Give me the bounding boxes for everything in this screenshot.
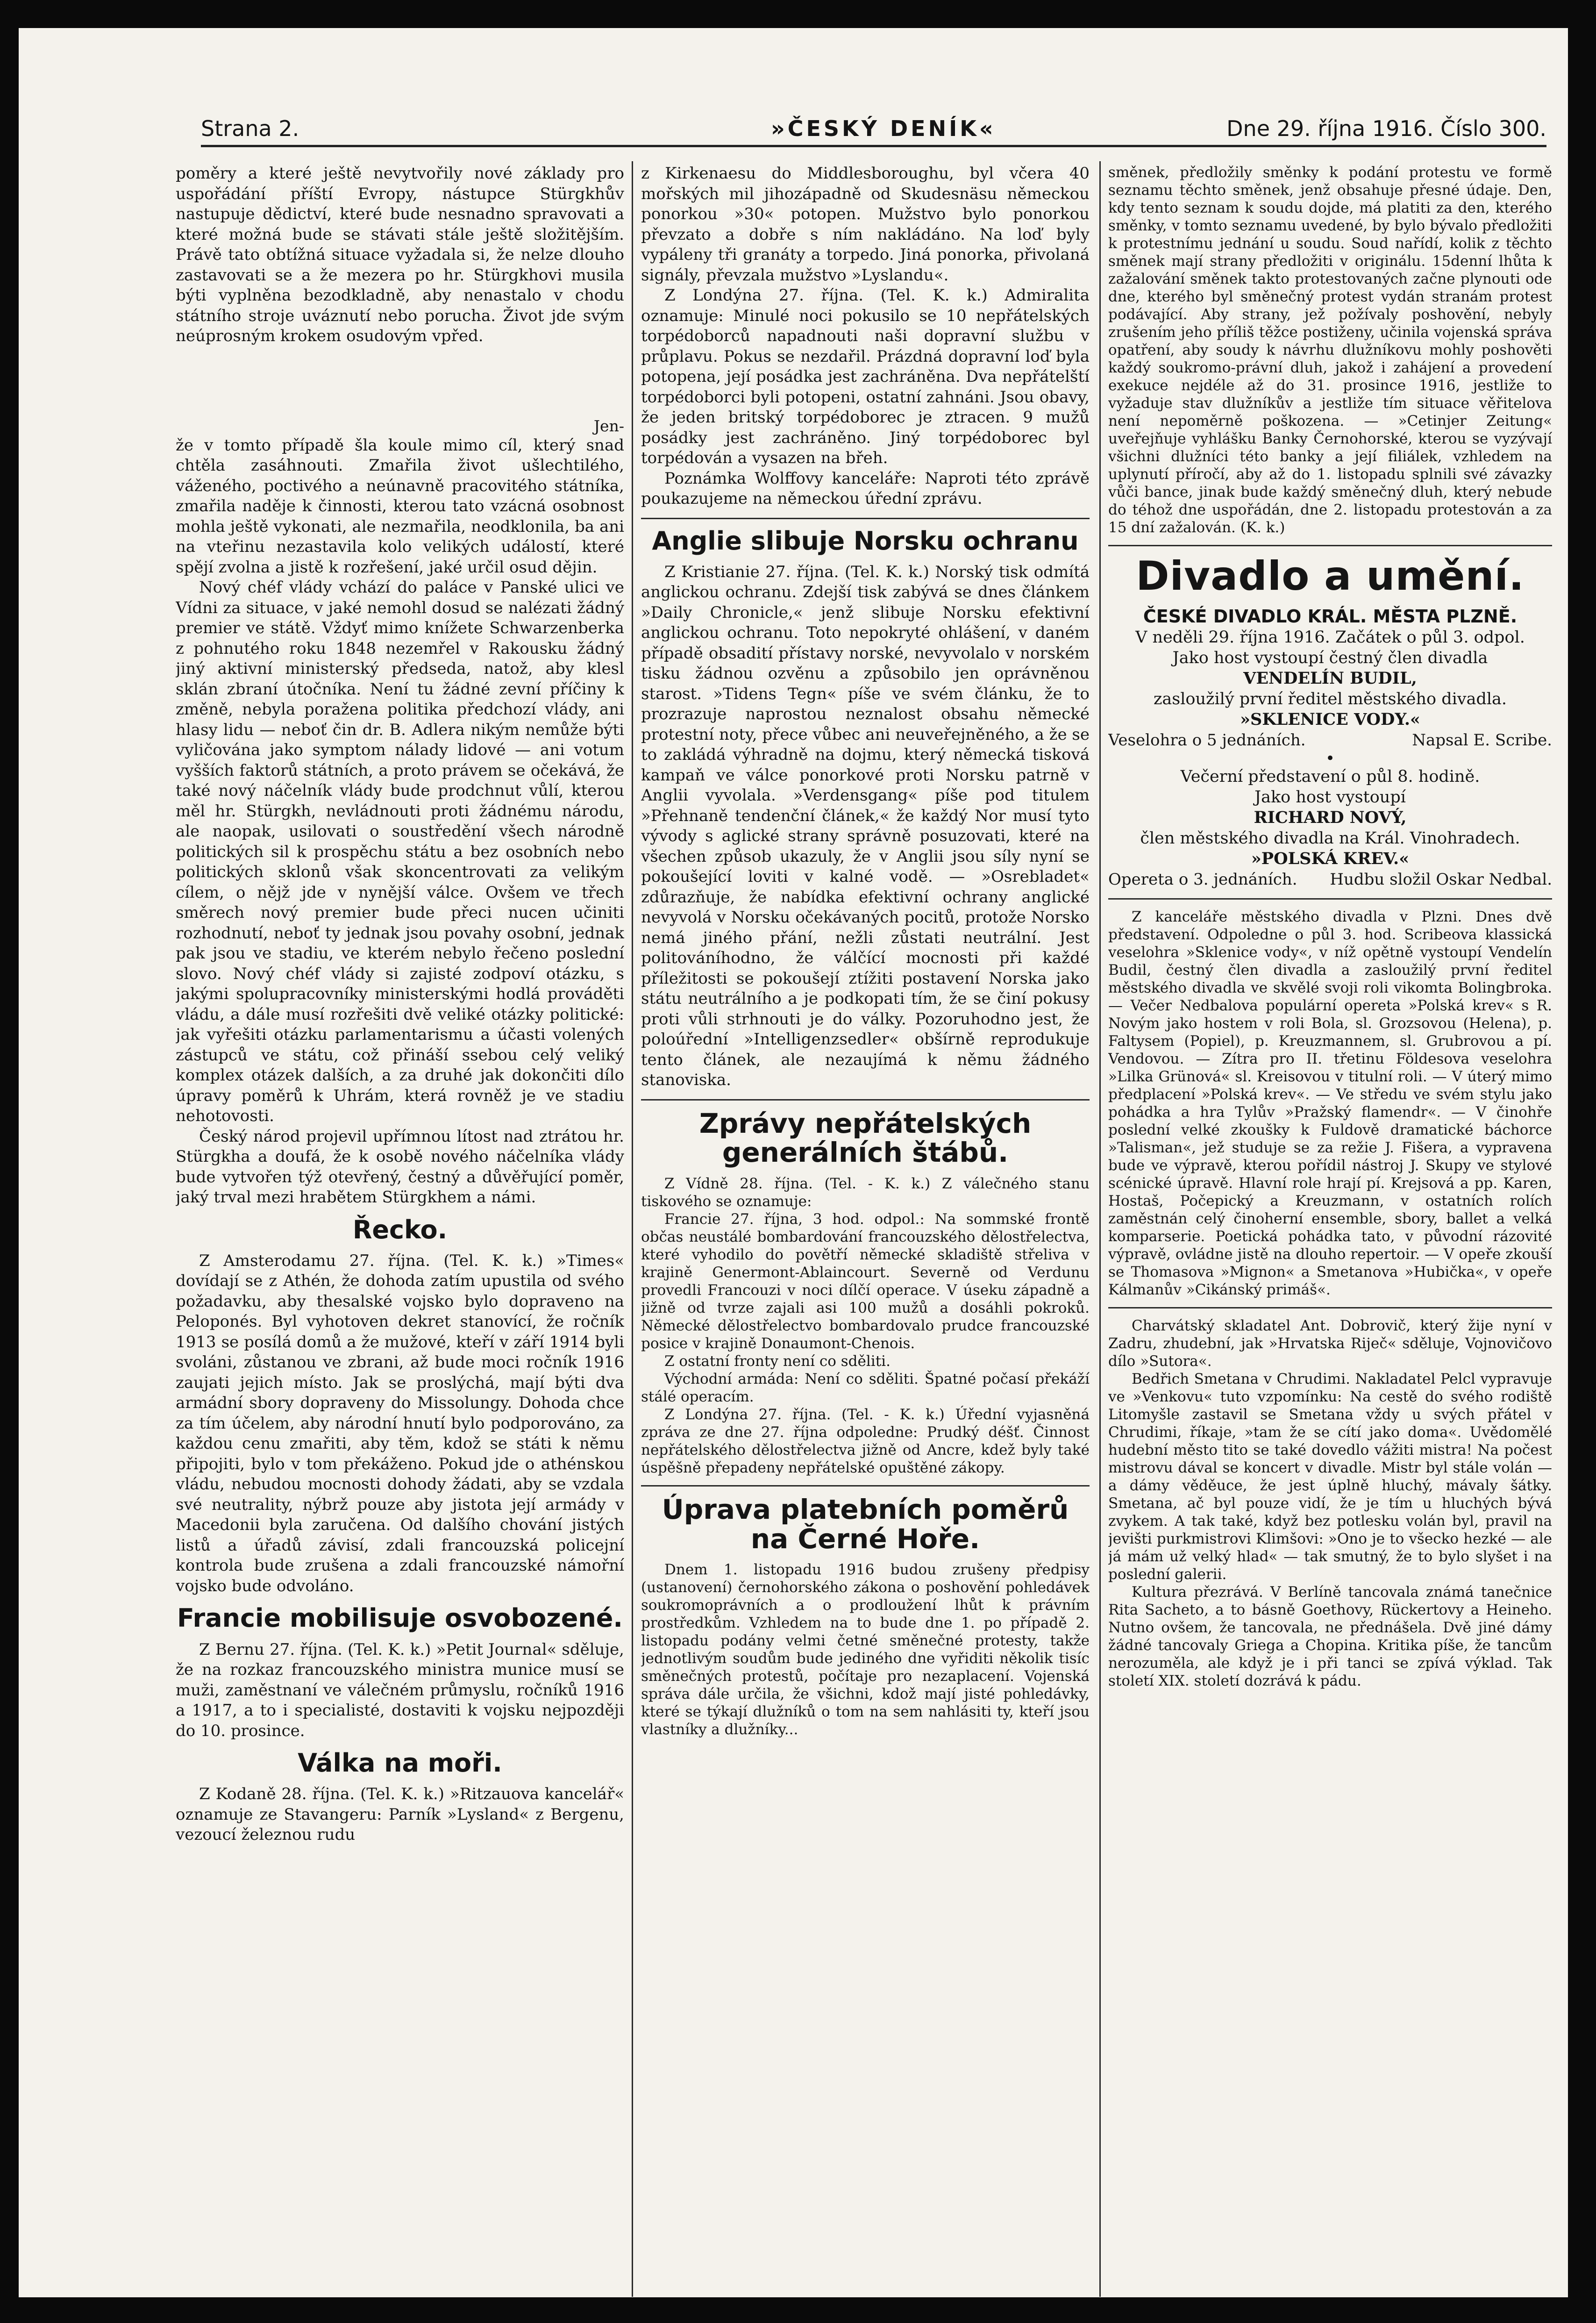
section-heading-francie: Francie mobilisuje osvobozené. <box>177 1603 623 1633</box>
section-heading-divadlo: Divadlo a umění. <box>1136 553 1525 600</box>
guest-name: VENDELÍN BUDIL, <box>1243 668 1417 688</box>
play-author: Hudbu složil Oskar Nedbal. <box>1330 870 1552 889</box>
divider <box>1108 898 1552 900</box>
guest-role: zasloužilý první ředitel městského divadla. <box>1153 689 1507 708</box>
hyphen-fragment: Jen- <box>593 416 624 435</box>
scan-border-top <box>0 0 1596 28</box>
column-2 <box>641 164 1090 2294</box>
play-genre: Veselohra o 5 jednáních. <box>1108 730 1306 750</box>
article-paragraph: Z Kodaně 28. října. (Tel. K. k.) »Ritzauova kancelář« oznamuje ze Stavangeru: Parník »Lysland« z Bergenu, vezoucí železnou rudu <box>176 1785 624 1844</box>
article-paragraph: směnek, předložily směnky k podání protestu ve formě seznamu těchto směnek, jenž obsahuje přesné údaje. Den, kdy tento seznam k soudu dojde, má platiti za den, kterého směnky, v tomto seznamu uvedené, by bylo bývalo předložiti k protestnímu jednání u soudu. Soud nařídí, kolik z těchto směnek mají strany předložiti v originálu. 15denní lhůta k zažalování směnek takto protestovaných začne plynouti ode dne, kterého byl směnečný protest vydán stranám protest podávající. Aby strany, jež požívaly poshovění, nebyly zrušením jeho příliš těžce postiženy, učinila vojenská správa opatření, aby soudy k návrhu dlužníkovu mohly poshověti každý soukromo-právní dluh, jakož i zahájení a provedení exekuce nejdéle až do 31. prosince 1916, jestliže to vyžaduje stav dlužníkův a jestliže tím situace věřitelova není nepoměrně poškozena. — »Cetinjer Zeitung« uveřejňuje vyhlášku Banky Černohorské, kterou se vyzývají všichni dlužníci této banky a její filiálek, vzhledem na uplynutí příročí, aby až do 1. listopadu splnili své závazky vůči bance, jinak bude každý směnečný dluh, který nebude do téhož dne uspořádán, dne 2. listopadu protestován a za 15 dní zažalován. (K. k.) <box>1108 164 1552 536</box>
guest-name: RICHARD NOVÝ, <box>1254 808 1407 827</box>
article-paragraph: Z Bernu 27. října. (Tel. K. k.) »Petit Journal« sděluje, že na rozkaz francouzského ministra munice musí se muži, zaměstnaní ve válečném průmyslu, ročníků 1916 a 1917, a to i specialisté, dostaviti k vojsku nejpozději do 10. prosince. <box>176 1640 624 1740</box>
article-intro: poměry a které ještě nevytvořily nové základy pro uspořádání příští Evropy, nástupce Stürgkhův nastupuje dědictví, které bude nesnadno spravovati a které možná bude se stávati stále ještě složitějším. Právě tato obtížná situace vyžadala si, že nelze dlouho zastavovati se a že mezera po hr. Stürgkhovi musila býti vyplněna bezodkladně, aby nenastalo v chodu státního stroje uváznutí nebo porucha. Život jde svým neúprosným krokem osudovým vpřed. <box>176 164 624 345</box>
article-paragraph: Charvátský skladatel Ant. Dobrovič, který žije nyní v Zadru, zhudební, jak »Hrvatska Riječ« sděluje, Vojnovičovo dílo »Sutora«. <box>1108 1317 1552 1370</box>
play-details <box>1108 730 1552 751</box>
article-paragraph: že v tomto případě šla koule mimo cíl, který snad chtěla zasáhnouti. Zmařila život ušlechtilého, váženého, poctivého a neúnavně pracovitého státníka, zmařila naděje k činnosti, kterou tato vzácná osobnost mohla ještě vykonati, ale nezmařila, neodklonila, ba ani na vteřinu nezastavila kolo velikých událostí, které spějí zvolna a jistě k rozřešení, jaké určil osud dějin. <box>176 436 624 577</box>
article-paragraph: Francie 27. října, 3 hod. odpol.: Na sommské frontě občas neustálé bombardování francouzského dělostřelectva, které vyhodilo do povětří německé skladiště střeliva v krajině Genermont-Ablaincourt. Severně od Verdunu provedli Francouzi v noci dílčí operace. V úseku západně a jižně od tvrze zajali asi 100 mužů a dosáhli pokroků. Německé dělostřelectvo bombardovalo prudce francouzské posice v krajině Donaumont-Chenois. <box>641 1211 1090 1352</box>
section-heading-anglie: Anglie slibuje Norsku ochranu <box>652 526 1079 556</box>
section-heading-uprava: Úprava platebních poměrů na Černé Hoře. <box>662 1494 1069 1555</box>
article-paragraph: Z Londýna 27. října. (Tel. - K. k.) Úřední vyjasněná zpráva ze dne 27. října odpoledne: Prudký déšť. Činnost nepřátelského dělostřelectva jižně od Ancre, kdež byly také úspěšně přepadeny nepřátelské opuštěné zákopy. <box>641 1406 1090 1477</box>
theatre-name: ČESKÉ DIVADLO KRÁL. MĚSTA PLZNĚ. <box>1143 606 1518 627</box>
section-heading-zpravy: Zprávy nepřátelských generálních štábů. <box>699 1107 1032 1169</box>
newspaper-title: »ČESKÝ DENÍK« <box>771 116 996 141</box>
play-title: »SKLENICE VODY.« <box>1240 709 1420 729</box>
play-title: »POLSKÁ KREV.« <box>1251 849 1410 868</box>
bullet-separator: • <box>1325 749 1335 768</box>
divider <box>641 518 1090 519</box>
article-paragraph: Český národ projevil upřímnou lítost nad ztrátou hr. Stürgkha a doufá, že k osobě nového náčelníka vlády bude vytvořen týž otevřený, čestný a důvěřující poměr, jaký trval mezi hrabětem Stürgkhem a námi. <box>176 1127 624 1207</box>
article-paragraph: Z Kristianie 27. října. (Tel. K. k.) Norský tisk odmítá anglickou ochranu. Zdejší tisk zabývá se dnes článkem »Daily Chronicle,« jenž slibuje Norsku efektivní anglickou ochranu. Toto nepokryté ohlášení, v daném případě obsadití přístavy norské, nevyvolalo v norském tisku žádnou ozvěnu a způsobilo jen oprávněnou starost. »Tidens Tegn« píše ve svém článku, že to prozrazuje naprostou neznalost obsahu německé protestní noty, přece vůbec ani neuveřejněného, a že se to zakládá výhradně na dojmu, který německá tisková kampaň ve válce ponorkové proti Norsku patrně v Anglii vyvolala. »Verdensgang« píše pod titulem »Přehnaně tendenční článek,« že každý Nor musí tyto vývody s aglické strany správně posuzovati, které na všechen způsob ukazuly, že v Anglii jsou síly nyní se pokoušející loviti v kalné vodě. — »Osrebladet« zdůrazňuje, že nabídka efektivní ochrany anglické nevyvolá v Norsku očekávaných pocitů, protože Norsko nemá jiného přání, nežli zůstati neutrální. Jest politováníhodno, že válčící mocnosti při každé příležitosti se pokoušejí ztížiti postavení Norska jako státu neutrálního a je podkopati tím, že se činí pokusy proti vůli strhnouti je do války. Pozoruhodno jest, že poloúřední »Intelligenzsedler« obšírně reprodukuje tento článek, ale nezaujímá k němu žádného stanoviska. <box>641 562 1090 1090</box>
article-paragraph: Poznámka Wolffovy kanceláře: Naproti této zprávě poukazujeme na německou úřední zprávu. <box>641 469 1090 508</box>
divider <box>641 1099 1090 1101</box>
article-paragraph: Dnem 1. listopadu 1916 budou zrušeny předpisy (ustanovení) černohorského zákona o poshovění pohledávek soukromoprávních a o prodloužení lhůt k právním prostředkům. Vzhledem na to bude dne 1. po případě 2. listopadu podány velmi četné směnečné protesty, takže jednotlivým soudům bude jediného dne vyřiditi několik tisíc směnečných protestů, počítaje pro nezaplacení. Vojenská správa dále určila, že všichni, kdož mají jisté pohledávky, které se týkají dlužníků o tom na sem nahlásiti ty, kteří jsou vlastníky a dlužníky... <box>641 1561 1090 1738</box>
play-genre: Opereta o 3. jednáních. <box>1108 870 1297 889</box>
divider <box>641 1485 1090 1487</box>
play-author: Napsal E. Scribe. <box>1412 730 1552 750</box>
page-header <box>201 112 1546 147</box>
article-paragraph: Z Londýna 27. října. (Tel. K. k.) Admiralita oznamuje: Minulé noci pokusilo se 10 nepřátelských torpédoborců napadnouti naši dopravní službu v průplavu. Pokus se nezdařil. Prázdná dopravní loď byla potopena, její posádka jest zachráněna. Dva nepřátelští torpédoborci byli potopeni, ostatní zahnáni. Jsou obavy, že jeden britský torpédoborec je ztracen. 9 mužů posádky jest zachráněno. Jiný torpédoborec byl torpédován a vysazen na břeh. <box>641 286 1090 467</box>
divider <box>1108 1307 1552 1308</box>
divider <box>1108 545 1552 546</box>
guest-role: člen městského divadla na Král. Vinohradech. <box>1140 829 1520 848</box>
article-paragraph: Bedřich Smetana v Chrudimi. Nakladatel Pelcl vypravuje ve »Venkovu« tuto vzpomínku: Na cestě do svého rodiště Litomyšle zastavil se Smetana vždy u svých přátel v Chrudimi, říkaje, »tam že se cítí jako doma«. Uvědomělé hudební město tito se také dovedlo vážiti mistra! Na počest mistrovu dával se koncert v divadle. Mistr byl stále volán — a dámy věděuce, že jest úplně hluchý, mávaly šátky. Smetana, ač byl pouze vidí, že je tím u hluchých bývá zvykem. A tak také, když bez potlesku volán byl, pravil na jevišti purkmistrovi Klimšovi: »Ono je to všecko hezké — ale já mám už velký hlad« — tak smutný, že to bylo slyšet i na poslední galerii. <box>1108 1370 1552 1583</box>
column-1 <box>176 164 624 2294</box>
column-rule-1 <box>632 161 633 2297</box>
article-paragraph: Z ostatní fronty není co sděliti. <box>664 1353 891 1370</box>
column-3 <box>1108 164 1552 2294</box>
article-paragraph: Východní armáda: Není co sděliti. Špatné počasí překáží stálé operacím. <box>641 1371 1090 1406</box>
evening-performance: Večerní představení o půl 8. hodině. <box>1180 767 1480 786</box>
article-paragraph: Z Amsterodamu 27. října. (Tel. K. k.) »Times« dovídají se z Athén, že dohoda zatím upustila od svého požadavku, aby thesalské vojsko bylo dopraveno na Peloponés. Byl vyhotoven dekret stanovící, že ročník 1913 se posílá domů a že mužové, kteří v září 1914 byli svoláni, zůstanou ve zbrani, až bude moci ročník 1916 zaujati jejich místo. Jak se proslýchá, mají býti dva armádní sbory dopraveny do Missolungy. Dohoda chce za tím účelem, aby národní hnutí bylo podporováno, za každou cenu zmařiti, aby těm, kdož se státi k němu připojiti, bylo v tom překáženo. Pokud jde o athénskou vládu, nebudou mocnosti dohody žádati, aby se vzdala své neutrality, nýbrž pouze aby jistota její armády v Macedonii byla zaručena. Od dalšího chování jistých listů a úřadů závisí, zdali francouzská policejní kontrola bude zrušena a zdali francouzské námořní vojsko bude odvoláno. <box>176 1251 624 1595</box>
article-paragraph: Kultura přezrává. V Berlíně tancovala známá tanečnice Rita Sacheto, a to básně Goethovy, Rückertovy a Heineho. Nutno ovšem, že tancovala, ne přednášela. Dvě jiné dámy žádné tancovaly Griega a Chopina. Kritika píše, že tancům nerozuměla, ale když je i při tanci se zpívá výklad. Tak století XIX. století dozrává k pádu. <box>1108 1583 1552 1689</box>
guest-line: Jako host vystoupí <box>1254 787 1406 807</box>
article-paragraph: Z Vídně 28. října. (Tel. - K. k.) Z válečného stanu tiskového se oznamuje: <box>641 1175 1090 1210</box>
column-rule-2 <box>1099 161 1101 2297</box>
article-paragraph: Nový chéf vlády vchází do paláce v Panské ulici ve Vídni za situace, v jaké nemohl dosud se nalézati žádný premier ve státě. Vždyť mimo knížete Schwarzenberka z pohnutého roku 1848 nezemřel v Rakousku žádný jiný aktivní ministerský předseda, natož, aby klesl sklán zbraní útočníka. Není tu žádné zevní příčiny k změně, nebyla poražena politika předchozí vlády, ani hlasy lidu — neboť čin dr. B. Adlera nikým nemůže býti vyličována jako symptom nálady lidové — ani votum vyšších faktorů státních, a proto právem se očekává, že také nový náčelník vlády bude prodchnut vůlí, kterou měl hr. Stürgkh, nevládnouti proti žádnému národu, ale naopak, usilovati o soustředění všech národně politických sil k prospěchu státu a bez osobních nebo politických sklonů však skoncentrovati za velikým cílem, o nějž jde v nynější válce. Ovšem ve třech směrech nový premier bude přeci nucen učiniti rozhodnutí, neboť ty jednak jsou povahy osobní, jednak pak jsou ve stadiu, ve kterém nebylo řečeno poslední slovo. Nový chéf vlády si zajisté zodpoví otázku, s jakými spolupracovníky ministerskými hodlá prováděti vládu, a dále musí rozřešiti dvě veliké otázky politické: jak vyřešiti otázku parlamentarismu a účasti volených zástupců ve státu, což přináší ssebou celý veliký komplex otázek dalších, a za druhé jak dokončiti dílo úpravy poměrů k Uhrám, která rovněž je ve stadiu nehotovosti. <box>176 578 624 1125</box>
play-details <box>1108 869 1552 890</box>
section-heading-valka: Válka na moři. <box>298 1748 502 1778</box>
scan-border-left <box>0 0 19 2323</box>
article-paragraph: Z kanceláře městského divadla v Plzni. Dnes dvě představení. Odpoledne o půl 3. hod. Scribeova klassická veselohra »Sklenice vody«, v níž opětně vystoupí Vendelín Budil, čestný člen divadla a zasloužilý první ředitel městského divadla ve skvělé svoji roli vikomta Bolingbroka. — Večer Nedbalova populární opereta »Polská krev« s R. Novým jako hostem v roli Bola, sl. Grozsovou (Helena), p. Faltysem (Popiel), p. Kreuzmannem, sl. Grubrovou a pí. Vendovou. — Zítra pro II. třetinu Földesova veselohra »Lilka Grünová« sl. Kreisovou v titulní roli. — V úterý mimo předplacení »Polská krev«. — Ve středu ve svém stylu jako pohádka a hra Tylův »Pražský flamendr«. — V činohře poslední velké zkoušky k Fuldově dramatické báchorce »Talisman«, jež studuje se za režie J. Fišera, a vypravena bude ve výpravě, kterou pořídil nástroj J. Skupy ve stylové scénické úpravě. Hlavní role hrají pí. Krejsová a pp. Karen, Hostaš, Počepický a Kreuzmann, v ostatních rolích zaměstnán celý činoherní ensemble, sbory, ballet a velká komparserie. Poetická pohádka tato, v původní rázovité výpravě, ovládne jistě na dlouho repertoir. — V opeře zkouší se Thomasova »Mignon« a Smetanova »Hubička«, v opeře Kálmanův »Cikánský primáš«. <box>1108 908 1552 1298</box>
guest-line: Jako host vystoupí čestný člen divadla <box>1172 648 1488 667</box>
scan-border-bottom <box>0 2297 1596 2323</box>
issue-date: Dne 29. října 1916. Číslo 300. <box>1226 116 1546 141</box>
blank-gap <box>176 347 624 417</box>
performance-date: V neděli 29. října 1916. Začátek o půl 3. odpol. <box>1135 628 1525 647</box>
section-heading-recko: Řecko. <box>352 1215 448 1244</box>
page-number: Strana 2. <box>201 116 299 141</box>
article-paragraph: z Kirkenaesu do Middlesboroughu, byl včera 40 mořských mil jihozápadně od Skudesnäsu německou ponorkou »30« potopen. Mužstvo bylo ponorkou převzato a dobře s ním nakládáno. Na loď byly vypáleny tři granáty a torpedo. Jiná ponorka, přivolaná signály, převzala mužstvo »Lyslandu«. <box>641 164 1090 285</box>
scan-border-right <box>1568 0 1596 2323</box>
